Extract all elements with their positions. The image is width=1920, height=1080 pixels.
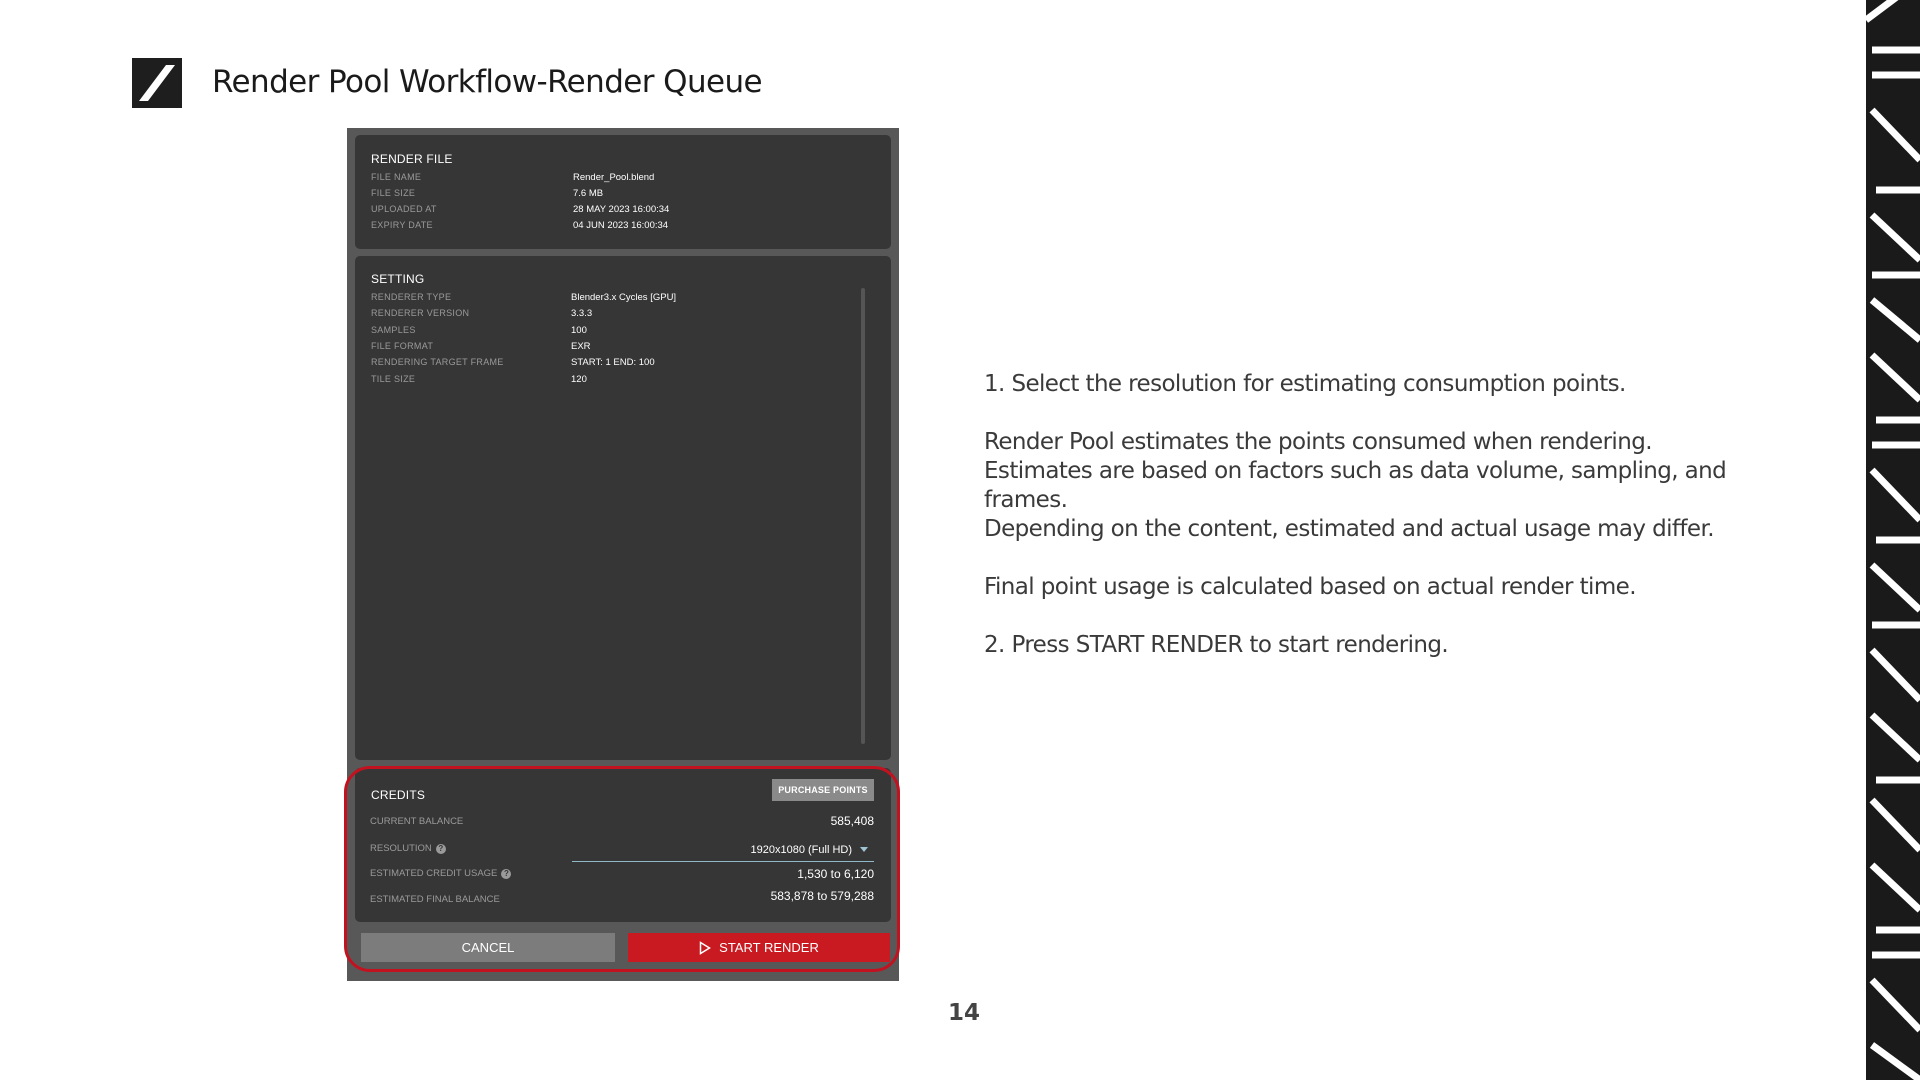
uploaded-at-label: UPLOADED AT <box>371 204 437 214</box>
estimated-usage-label-text: ESTIMATED CREDIT USAGE <box>370 868 498 879</box>
decorative-pattern-icon <box>1866 0 1920 1080</box>
renderer-version-label: RENDERER VERSION <box>371 308 470 318</box>
instruction-line: frames. <box>984 487 1068 513</box>
slide-title: Render Pool Workflow-Render Queue <box>212 64 762 100</box>
render-file-card <box>355 135 891 249</box>
resolution-label-text: RESOLUTION <box>370 843 432 854</box>
estimated-final-value: 583,878 to 579,288 <box>770 889 874 903</box>
resolution-selected-value: 1920x1080 (Full HD) <box>750 843 852 856</box>
page-number: 14 <box>947 1000 980 1026</box>
current-balance-value: 585,408 <box>830 814 874 828</box>
brand-logo-icon <box>132 58 182 108</box>
target-frame-label: RENDERING TARGET FRAME <box>371 357 504 367</box>
renderer-version-value: 3.3.3 <box>571 308 593 319</box>
tile-size-label: TILE SIZE <box>371 374 416 384</box>
setting-card <box>355 256 891 760</box>
samples-value: 100 <box>571 325 587 336</box>
setting-heading: SETTING <box>371 272 425 286</box>
tile-size-value: 120 <box>571 374 587 385</box>
start-render-label: START RENDER <box>719 940 819 955</box>
renderer-type-label: RENDERER TYPE <box>371 292 452 302</box>
uploaded-at-value: 28 MAY 2023 16:00:34 <box>573 204 670 215</box>
instructions <box>984 370 1744 660</box>
purchase-points-button[interactable]: PURCHASE POINTS <box>772 779 874 801</box>
help-icon[interactable]: ? <box>436 844 446 854</box>
file-size-value: 7.6 MB <box>573 188 604 199</box>
estimated-final-label-text: ESTIMATED FINAL BALANCE <box>370 894 500 905</box>
instruction-step-1: 1. Select the resolution for estimating consumption points. <box>984 371 1626 397</box>
target-frame-value: START: 1 END: 100 <box>571 357 655 368</box>
file-size-label: FILE SIZE <box>371 188 416 198</box>
renderer-type-value: Blender3.x Cycles [GPU] <box>571 292 677 303</box>
credits-highlight-outline <box>344 766 900 972</box>
expiry-date-value: 04 JUN 2023 16:00:34 <box>573 220 669 231</box>
instruction-line: Estimates are based on factors such as data volume, sampling, and <box>984 458 1727 484</box>
current-balance-label-text: CURRENT BALANCE <box>370 816 464 827</box>
render-file-heading: RENDER FILE <box>371 152 453 166</box>
instruction-line: Depending on the content, estimated and actual usage may differ. <box>984 516 1714 542</box>
cancel-button[interactable]: CANCEL <box>361 933 615 962</box>
file-name-value: Render_Pool.blend <box>573 172 655 183</box>
help-icon[interactable]: ? <box>501 869 511 879</box>
settings-scrollbar[interactable] <box>861 288 865 744</box>
instruction-final-usage: Final point usage is calculated based on actual render time. <box>984 574 1636 600</box>
expiry-date-label: EXPIRY DATE <box>371 220 433 230</box>
file-name-label: FILE NAME <box>371 172 422 182</box>
samples-label: SAMPLES <box>371 325 416 335</box>
instruction-line: Render Pool estimates the points consumed when rendering. <box>984 429 1652 455</box>
file-format-label: FILE FORMAT <box>371 341 434 351</box>
estimated-usage-value: 1,530 to 6,120 <box>797 867 874 881</box>
file-format-value: EXR <box>571 341 591 352</box>
credits-heading: CREDITS <box>371 788 426 802</box>
instruction-step-2: 2. Press START RENDER to start rendering. <box>984 632 1449 658</box>
